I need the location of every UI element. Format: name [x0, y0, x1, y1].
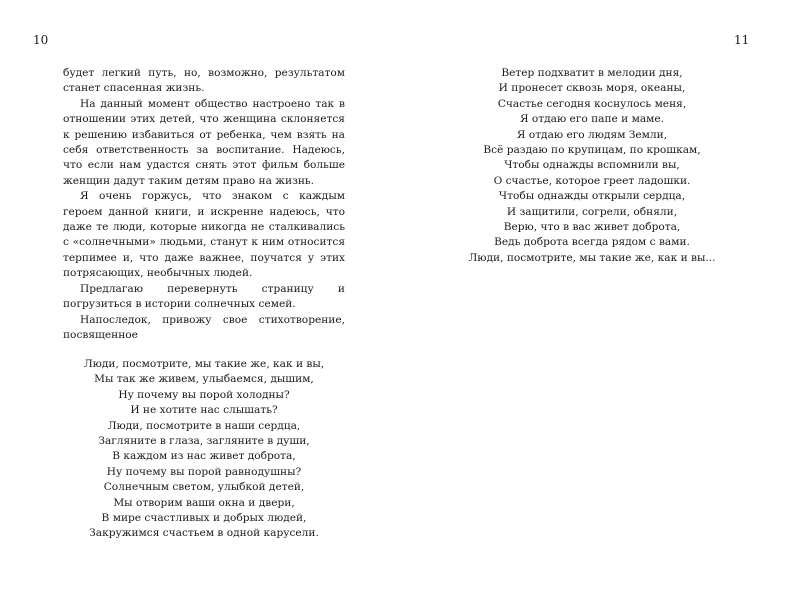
- page-number-right: 11: [734, 33, 750, 47]
- poem-line: И не хотите нас слышать?: [130, 404, 278, 417]
- poem-line: Верю, что в вас живет доброта,: [503, 221, 681, 234]
- poem-line: Люди, посмотрите, мы такие же, как и вы,: [83, 358, 325, 370]
- paragraph: будет легкий путь, но, возможно, результатом станет спасенная жизнь.: [63, 67, 345, 95]
- poem-line: Ну почему вы порой холодны?: [118, 388, 290, 401]
- prose-text: [63, 66, 345, 343]
- poem-line: В каждом из нас живет доброта,: [112, 450, 296, 463]
- paragraph: На данный момент общество настроено так в отношении этих детей, что женщина склоняется к решению избавиться от ребенка, чем взять на себя ответственность за воспитание. Надеюсь, что если нам удастся снять этот фильм больше женщин дадут таким детям право на жизнь.: [63, 97, 345, 187]
- poem-line: Я отдаю его людям Земли,: [516, 128, 668, 141]
- paragraph: Предлагаю перевернуть страницу и погрузиться в истории солнечных семей.: [63, 282, 345, 311]
- poem-line: Мы так же живем, улыбаемся, дышим,: [94, 373, 314, 386]
- poem-line: Люди, посмотрите, мы такие же, как и вы...: [468, 251, 716, 264]
- poem-line: Ведь доброта всегда рядом с вами.: [494, 236, 690, 249]
- poem-line: Люди, посмотрите в наши сердца,: [107, 419, 301, 432]
- poem-line: Ветер подхватит в мелодии дня,: [501, 67, 683, 79]
- poem-line: В мире счастливых и добрых людей,: [101, 512, 307, 525]
- poem-line: И пронесет сквозь моря, океаны,: [498, 82, 686, 95]
- poem-line: Чтобы однажды открыли сердца,: [498, 190, 686, 203]
- poem-line: Чтобы однажды вспомнили вы,: [504, 159, 680, 172]
- poem-line: О счастье, которое греет ладошки.: [493, 174, 691, 187]
- paragraph: Напоследок, привожу свое стихотворение, посвященное: [63, 313, 345, 341]
- page-number-left: 10: [33, 33, 49, 47]
- poem-line: Закружимся счастьем в одной карусели.: [89, 527, 319, 540]
- poem-line: И защитили, согрели, обняли,: [506, 205, 678, 218]
- poem-left: [63, 357, 345, 542]
- poem-right: [462, 66, 722, 266]
- poem-line: Я отдаю его папе и маме.: [519, 113, 665, 126]
- poem-line: Счастье сегодня коснулось меня,: [497, 97, 687, 110]
- poem-line: Всё раздаю по крупицам, по крошкам,: [483, 144, 701, 157]
- paragraph: Я очень горжусь, что знаком с каждым героем данной книги, и искренне надеюсь, что даже те люди, которые никогда не сталкивались с «солнечными» людьми, станут к ним относится терпимее и, что даже важнее, поучатся у этих потрясающих, необычных людей.: [63, 190, 345, 280]
- poem-line: Солнечным светом, улыбкой детей,: [103, 481, 305, 494]
- poem-line: Мы отворим ваши окна и двери,: [113, 496, 295, 509]
- poem-line: Загляните в глаза, загляните в души,: [98, 435, 310, 448]
- left-page: [0, 0, 392, 596]
- poem-line: Ну почему вы порой равнодушны?: [106, 465, 302, 478]
- right-page: [392, 0, 785, 596]
